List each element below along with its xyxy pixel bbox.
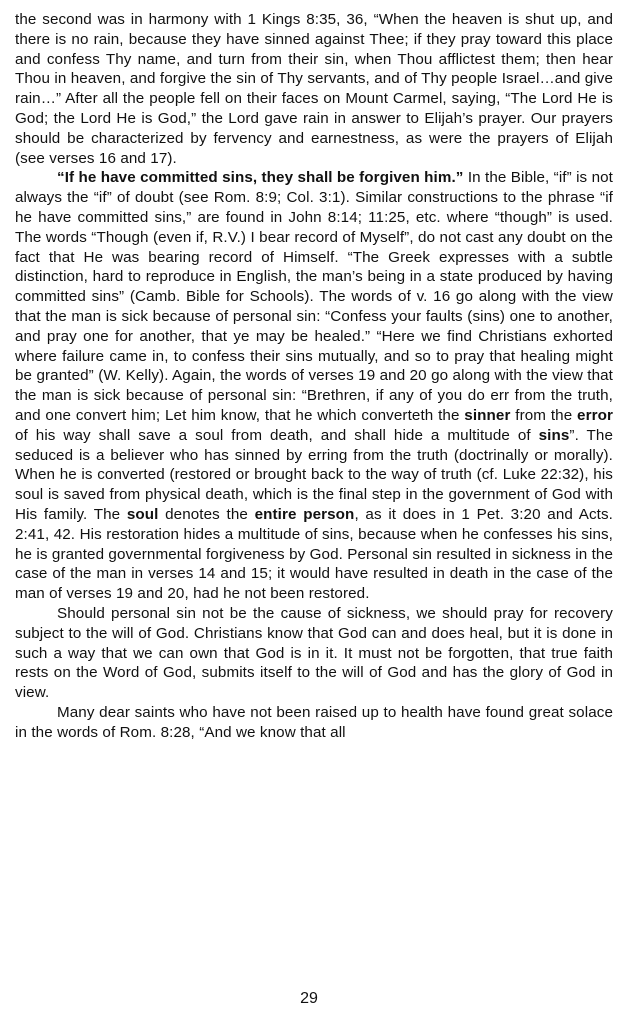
page-body (15, 10, 613, 742)
text-segment: denotes the (158, 505, 255, 523)
paragraph-dear-saints (15, 703, 613, 743)
lead-phrase: “If he have committed sins, they shall be forgiven him.” (57, 169, 464, 187)
text-segment: the second was in harmony with 1 Kings 8:35, 36, “When the heaven is shut up, and there is no rain, because they have sinned against Thee; if they pray toward this place and confess Thy name, and turn from their sin, when Thou afflictest them; then hear Thou in heaven, and forgive the sin of Thy servants, and of Thy people Israel…and give rain…” After all the people fell on their faces on Mount Carmel, saying, “The Lord He is God; the Lord He is God,” the Lord gave rain in answer to Elijah’s prayer. Our prayers should be characterized by fervency and earnestness, as were the prayers of Elijah (see verses 16 and 17). (15, 11, 613, 167)
emphasis-word: entire person (254, 505, 355, 523)
text-segment: from the (510, 406, 578, 424)
text-segment: Many dear saints who have not been raised up to health have found great solace in the words of Rom. 8:28, “And we know that all (15, 703, 613, 741)
page-number: 29 (300, 990, 318, 1007)
text-segment: Should personal sin not be the cause of sickness, we should pray for recovery subject to the will of God. Christians know that God can and does heal, but it is done in such a way that we can own that God is in it. It must not be forgotten, that true faith rests on the Word of God, submits itself to the will of God and has the glory of God in view. (15, 604, 613, 702)
emphasis-word: sinner (464, 406, 511, 424)
text-segment: In the Bible, “if” is not always the “if” of doubt (see Rom. 8:9; Col. 3:1). Similar constructions to the phrase “if he have committed sins,” are found in John 8:14; 11:25, etc. where “though” is used. The words “Though (even if, R.V.) I bear record of Myself”, do not cast any doubt on the fact that He was bearing record of Himself. “The Greek expresses with a subtle distinction, hard to reproduce in English, the man’s being in a state produced by having committed sins” (Camb. Bible for Schools). The words of v. 16 go along with the view that the man is sick because of personal sin: “Confess your faults (sins) one to another, and pray one for another, that ye may be healed.” “Here we find Christians exhorted where failure came in, to confess their sins mutually, and so to pray that healing might be granted” (W. Kelly). Again, the words of verses 19 and 20 go along with the view that the man is sick because of personal sin: “Brethren, if any of you do err from the truth, and one convert him; Let him know, that he which converteth the (15, 169, 613, 424)
paragraph-pray-for-recovery (15, 604, 613, 703)
emphasis-word: sins (538, 426, 570, 444)
paragraph-forgiven-sins (15, 168, 613, 604)
text-segment: ”. The seduced is a believer who has sinned by erring from the truth (doctrinally or morally). When he is converted (restored or brought back to the way of truth (cf. Luke 22:32), his soul is saved from physical death, which is the final step in the government of God with His family. The (15, 426, 613, 523)
text-segment: of his way shall save a soul from death, and shall hide a multitude of (15, 426, 539, 444)
emphasis-word: soul (126, 505, 159, 523)
text-segment: , as it does in 1 Pet. 3:20 and Acts. 2:41, 42. His restoration hides a multitude of sins, because when he confesses his sins, he is granted governmental forgiveness by God. Personal sin resulted in sickness in the case of the man in verses 14 and 15; it would have resulted in death in the case of the man of verses 19 and 20, had he not been restored. (15, 505, 614, 603)
emphasis-word: error (577, 406, 613, 424)
paragraph-elijah-prayer (15, 10, 613, 168)
